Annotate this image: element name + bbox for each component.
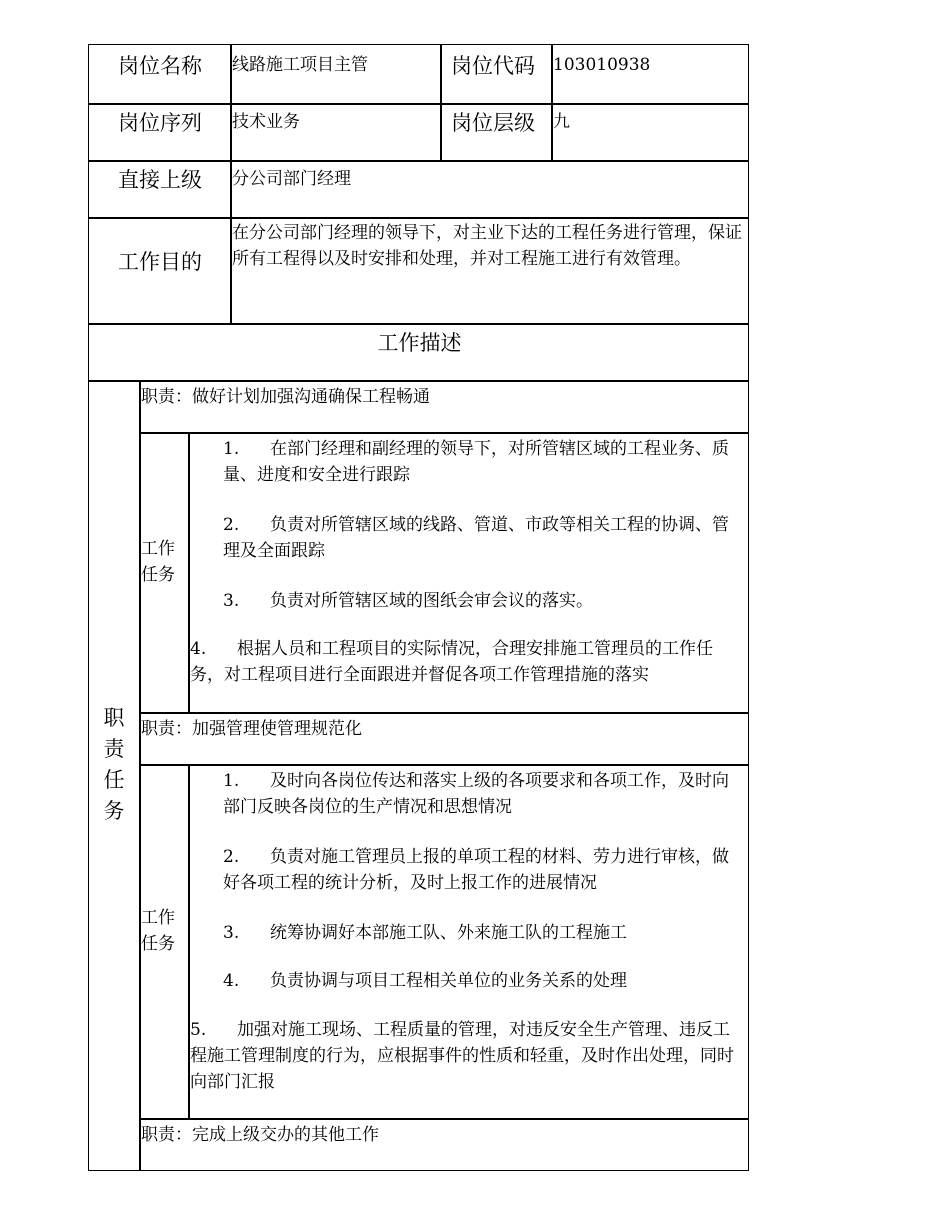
duty-title: 职责：做好计划加强沟通确保工程畅通 — [141, 387, 430, 407]
purpose-label: 工作目的 — [118, 250, 202, 274]
post-name-label: 岗位名称 — [118, 54, 202, 78]
duty-title: 职责：完成上级交办的其他工作 — [141, 1125, 379, 1145]
row-divider — [139, 712, 748, 714]
task-label: 工作任务 — [141, 908, 175, 954]
col-divider — [139, 380, 141, 1170]
post-series-label: 岗位序列 — [118, 111, 202, 135]
job-description-form — [88, 44, 749, 1171]
task-item: 3. 负责对所管辖区域的图纸会审会议的落实。 — [223, 591, 593, 611]
task-item: 3. 统筹协调好本部施工队、外来施工队的工程施工 — [223, 923, 627, 943]
purpose-value: 在分公司部门经理的领导下，对主业下达的工程任务进行管理，保证所有工程得以及时安排和处理，并对工程施工进行有效管理。 — [232, 223, 742, 269]
task-item: 2. 负责对所管辖区域的线路、管道、市政等相关工程的协调、管理及全面跟踪 — [223, 515, 729, 561]
row-divider — [139, 1118, 748, 1120]
row-divider — [89, 103, 748, 105]
task-item: 1. 及时向各岗位传达和落实上级的各项要求和各项工作，及时向部门反映各岗位的生产情况和思想情况 — [223, 771, 729, 817]
task-label: 工作任务 — [141, 539, 175, 585]
post-code-label: 岗位代码 — [451, 54, 535, 78]
post-name-value: 线路施工项目主管 — [232, 55, 368, 75]
row-divider — [139, 764, 748, 766]
row-divider — [89, 217, 748, 219]
post-level-label: 岗位层级 — [451, 111, 535, 135]
task-item: 4. 根据人员和工程项目的实际情况，合理安排施工管理员的工作任务，对工程项目进行全面跟进并督促各项工作管理措施的落实 — [190, 639, 713, 685]
post-level-value: 九 — [553, 112, 570, 132]
row-divider — [89, 323, 748, 325]
post-code-value: 103010938 — [553, 55, 651, 75]
row-divider — [89, 160, 748, 162]
row-divider — [139, 432, 748, 434]
task-item: 2. 负责对施工管理员上报的单项工程的材料、劳力进行审核，做好各项工程的统计分析，及时上报工作的进展情况 — [223, 847, 729, 893]
task-item: 1. 在部门经理和副经理的领导下，对所管辖区域的工程业务、质量、进度和安全进行跟踪 — [223, 439, 729, 485]
superior-value: 分公司部门经理 — [232, 169, 351, 189]
row-divider — [89, 380, 748, 382]
duty-title: 职责：加强管理使管理规范化 — [141, 719, 362, 739]
duties-side-label: 职责任务 — [103, 706, 125, 823]
task-item: 5. 加强对施工现场、工程质量的管理，对违反安全生产管理、违反工程施工管理制度的行为，应根据事件的性质和轻重，及时作出处理，同时向部门汇报 — [190, 1020, 734, 1092]
task-item: 4. 负责协调与项目工程相关单位的业务关系的处理 — [223, 971, 627, 991]
col-divider — [440, 45, 442, 161]
post-series-value: 技术业务 — [232, 112, 300, 132]
description-title: 工作描述 — [377, 331, 462, 355]
superior-label: 直接上级 — [118, 168, 202, 192]
